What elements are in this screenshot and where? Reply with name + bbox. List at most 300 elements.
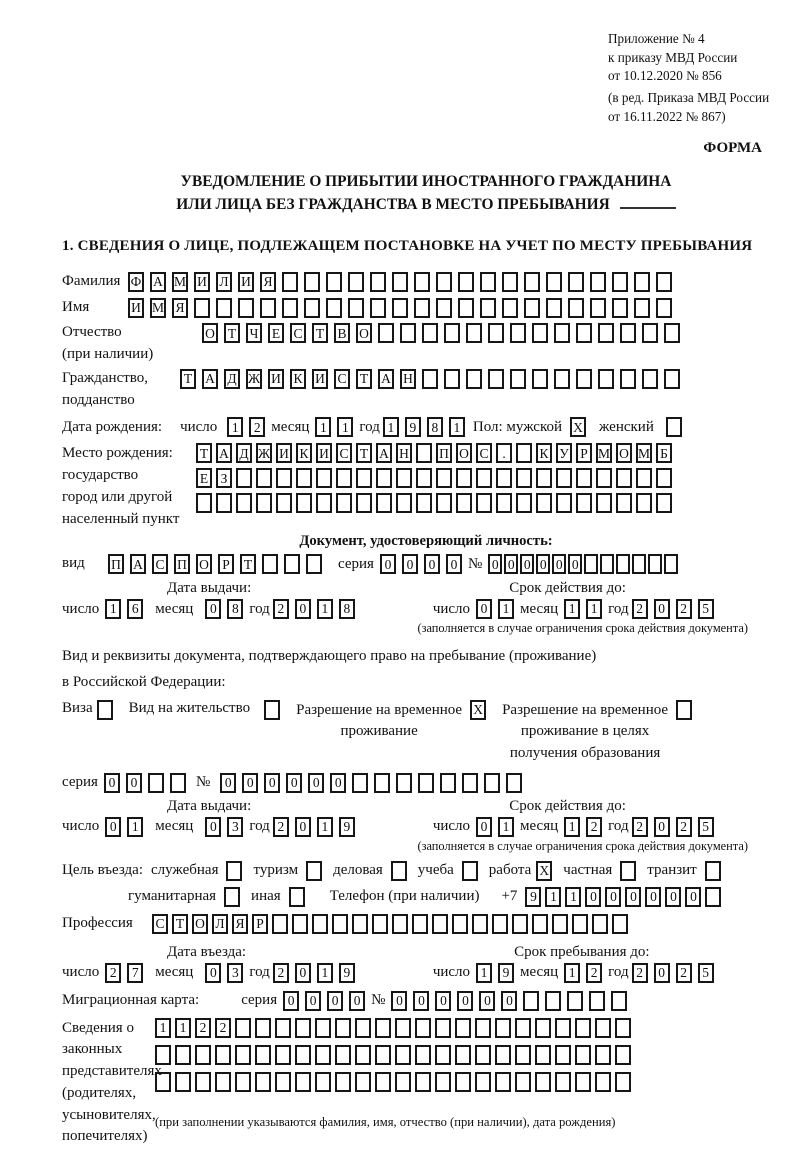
char-box[interactable] [275,1072,291,1092]
char-box[interactable]: А [378,369,394,389]
char-box[interactable]: Т [356,369,372,389]
char-box[interactable] [510,369,526,389]
char-box[interactable] [374,773,390,793]
char-box[interactable]: Е [196,468,212,488]
char-box[interactable] [235,1072,251,1092]
char-box[interactable] [595,1045,611,1065]
char-box[interactable] [370,272,386,292]
char-box[interactable] [488,323,504,343]
char-box[interactable]: 9 [525,887,541,907]
char-box[interactable] [664,554,678,574]
char-box[interactable]: 8 [427,417,443,437]
char-box[interactable] [292,914,308,934]
char-box[interactable] [555,1072,571,1092]
char-box[interactable] [296,493,312,513]
char-box[interactable] [396,493,412,513]
doc-series-input[interactable] [380,554,462,574]
char-box[interactable]: 0 [104,773,120,793]
char-box[interactable] [502,298,518,318]
char-box[interactable]: 0 [654,599,670,619]
char-box[interactable]: 5 [698,963,714,983]
char-box[interactable] [452,914,468,934]
char-box[interactable]: О [356,323,372,343]
char-box[interactable] [355,1045,371,1065]
char-box[interactable]: 0 [654,817,670,837]
char-box[interactable]: 0 [457,991,473,1011]
char-box[interactable]: Т [196,443,212,463]
purpose-transit-checkbox[interactable] [705,861,721,881]
purpose-other-checkbox[interactable] [289,887,305,907]
char-box[interactable] [616,554,630,574]
char-box[interactable] [414,272,430,292]
char-box[interactable] [155,1072,171,1092]
char-box[interactable]: 9 [405,417,421,437]
char-box[interactable]: К [536,443,552,463]
char-box[interactable] [316,493,332,513]
char-box[interactable]: 2 [273,817,289,837]
char-box[interactable]: 2 [586,817,602,837]
char-box[interactable]: 0 [349,991,365,1011]
char-box[interactable]: 0 [476,817,492,837]
char-box[interactable]: 9 [498,963,514,983]
sex-female-checkbox[interactable] [666,417,682,437]
char-box[interactable] [455,1018,471,1038]
char-box[interactable] [516,443,532,463]
char-box[interactable] [315,1045,331,1065]
purpose-private-checkbox[interactable] [620,861,636,881]
char-box[interactable] [495,1072,511,1092]
char-box[interactable] [515,1072,531,1092]
char-box[interactable]: 5 [698,817,714,837]
char-box[interactable]: 2 [632,599,648,619]
char-box[interactable] [516,493,532,513]
char-box[interactable]: Н [400,369,416,389]
char-box[interactable]: Л [216,272,232,292]
char-box[interactable] [642,369,658,389]
char-box[interactable]: Р [218,554,234,574]
char-box[interactable] [496,468,512,488]
char-box[interactable] [326,272,342,292]
char-box[interactable]: Т [180,369,196,389]
entry-month[interactable] [205,963,243,983]
char-box[interactable]: Т [172,914,188,934]
char-box[interactable]: Д [224,369,240,389]
char-box[interactable] [356,468,372,488]
char-box[interactable] [238,298,254,318]
char-box[interactable] [392,298,408,318]
char-box[interactable] [455,1045,471,1065]
representatives-input-row2[interactable] [155,1045,631,1065]
char-box[interactable] [315,1018,331,1038]
birth-day-input[interactable] [227,417,265,437]
char-box[interactable] [556,468,572,488]
char-box[interactable] [475,1045,491,1065]
char-box[interactable] [282,272,298,292]
char-box[interactable] [335,1018,351,1038]
char-box[interactable]: А [216,443,232,463]
char-box[interactable] [545,991,561,1011]
char-box[interactable]: 1 [127,817,143,837]
char-box[interactable] [576,323,592,343]
char-box[interactable]: 1 [227,417,243,437]
char-box[interactable]: 8 [227,599,243,619]
char-box[interactable] [596,493,612,513]
char-box[interactable]: М [150,298,166,318]
char-box[interactable] [484,773,500,793]
char-box[interactable] [335,1045,351,1065]
char-box[interactable]: 0 [264,773,280,793]
residence-permit-checkbox[interactable] [264,700,280,720]
char-box[interactable]: И [312,369,328,389]
char-box[interactable]: 2 [632,963,648,983]
char-box[interactable]: П [174,554,190,574]
char-box[interactable] [664,369,680,389]
char-box[interactable]: 7 [127,963,143,983]
char-box[interactable] [476,493,492,513]
char-box[interactable]: 1 [476,963,492,983]
char-box[interactable]: 2 [586,963,602,983]
char-box[interactable]: 1 [317,599,333,619]
char-box[interactable]: 0 [568,554,582,574]
char-box[interactable]: 8 [339,599,355,619]
purpose-business-checkbox[interactable] [391,861,407,881]
char-box[interactable] [414,298,430,318]
char-box[interactable] [532,914,548,934]
birthplace-input-row2[interactable] [196,468,672,488]
char-box[interactable] [634,298,650,318]
entry-day[interactable] [105,963,143,983]
char-box[interactable]: 0 [685,887,701,907]
char-box[interactable] [532,323,548,343]
char-box[interactable] [356,493,372,513]
char-box[interactable] [615,1018,631,1038]
char-box[interactable] [372,914,388,934]
char-box[interactable]: А [130,554,146,574]
char-box[interactable] [595,1018,611,1038]
char-box[interactable] [315,1072,331,1092]
char-box[interactable] [376,493,392,513]
char-box[interactable] [532,369,548,389]
char-box[interactable] [416,468,432,488]
doc-issue-day[interactable] [105,599,143,619]
char-box[interactable]: 0 [205,599,221,619]
char-box[interactable] [195,1045,211,1065]
residence-valid-year[interactable] [632,817,714,837]
birth-year-input[interactable] [383,417,465,437]
char-box[interactable] [215,1072,231,1092]
char-box[interactable] [418,773,434,793]
char-box[interactable] [284,554,300,574]
char-box[interactable] [575,1045,591,1065]
char-box[interactable] [492,914,508,934]
char-box[interactable] [295,1072,311,1092]
migration-number-input[interactable] [391,991,627,1011]
char-box[interactable]: М [636,443,652,463]
char-box[interactable]: 0 [504,554,518,574]
char-box[interactable] [589,991,605,1011]
citizenship-input[interactable] [180,369,680,389]
char-box[interactable]: 0 [327,991,343,1011]
char-box[interactable] [436,493,452,513]
char-box[interactable] [615,1045,631,1065]
char-box[interactable] [575,1072,591,1092]
char-box[interactable]: 0 [605,887,621,907]
residence-valid-month[interactable] [564,817,602,837]
char-box[interactable] [462,773,478,793]
char-box[interactable] [260,298,276,318]
char-box[interactable] [216,493,232,513]
doc-valid-month[interactable] [564,599,602,619]
char-box[interactable] [556,493,572,513]
char-box[interactable]: 1 [449,417,465,437]
char-box[interactable] [636,468,652,488]
char-box[interactable]: 1 [545,887,561,907]
char-box[interactable] [392,914,408,934]
char-box[interactable] [516,468,532,488]
char-box[interactable] [440,773,456,793]
char-box[interactable]: 0 [645,887,661,907]
char-box[interactable] [555,1018,571,1038]
char-box[interactable]: 0 [295,599,311,619]
char-box[interactable]: В [334,323,350,343]
char-box[interactable]: 2 [273,963,289,983]
phone-input[interactable] [525,887,721,907]
char-box[interactable]: 2 [676,599,692,619]
char-box[interactable] [466,323,482,343]
char-box[interactable]: 0 [446,554,462,574]
char-box[interactable] [196,493,212,513]
char-box[interactable]: 0 [380,554,396,574]
char-box[interactable] [262,554,278,574]
char-box[interactable] [536,493,552,513]
char-box[interactable]: Т [356,443,372,463]
char-box[interactable] [535,1072,551,1092]
char-box[interactable]: 0 [435,991,451,1011]
profession-input[interactable] [152,914,628,934]
char-box[interactable] [295,1018,311,1038]
char-box[interactable] [276,493,292,513]
char-box[interactable]: О [196,554,212,574]
char-box[interactable] [648,554,662,574]
char-box[interactable]: З [216,468,232,488]
char-box[interactable] [395,1072,411,1092]
char-box[interactable]: А [202,369,218,389]
char-box[interactable]: 0 [488,554,502,574]
char-box[interactable] [656,468,672,488]
char-box[interactable] [332,914,348,934]
char-box[interactable] [276,468,292,488]
char-box[interactable] [316,468,332,488]
char-box[interactable]: 9 [339,963,355,983]
char-box[interactable]: Я [232,914,248,934]
char-box[interactable]: И [238,272,254,292]
char-box[interactable] [456,493,472,513]
char-box[interactable] [576,369,592,389]
char-box[interactable]: 2 [676,817,692,837]
char-box[interactable] [475,1072,491,1092]
char-box[interactable] [515,1018,531,1038]
char-box[interactable] [304,298,320,318]
char-box[interactable] [458,272,474,292]
char-box[interactable] [612,298,628,318]
char-box[interactable] [306,554,322,574]
char-box[interactable] [336,468,352,488]
char-box[interactable]: И [276,443,292,463]
char-box[interactable]: 0 [308,773,324,793]
char-box[interactable] [175,1072,191,1092]
char-box[interactable] [256,468,272,488]
char-box[interactable]: 1 [175,1018,191,1038]
char-box[interactable]: С [336,443,352,463]
char-box[interactable] [552,914,568,934]
char-box[interactable]: Т [224,323,240,343]
char-box[interactable]: Я [260,272,276,292]
doc-valid-day[interactable] [476,599,514,619]
char-box[interactable] [236,468,252,488]
char-box[interactable] [436,298,452,318]
char-box[interactable]: 0 [205,817,221,837]
char-box[interactable] [568,272,584,292]
char-box[interactable]: 0 [286,773,302,793]
char-box[interactable]: К [296,443,312,463]
char-box[interactable]: С [152,554,168,574]
firstname-input[interactable] [128,298,672,318]
char-box[interactable] [326,298,342,318]
representatives-input-row1[interactable] [155,1018,631,1038]
char-box[interactable]: 0 [476,599,492,619]
char-box[interactable]: О [202,323,218,343]
char-box[interactable]: К [290,369,306,389]
char-box[interactable] [656,298,672,318]
char-box[interactable]: А [376,443,392,463]
char-box[interactable] [480,298,496,318]
char-box[interactable] [435,1072,451,1092]
char-box[interactable] [282,298,298,318]
char-box[interactable] [495,1045,511,1065]
birth-month-input[interactable] [315,417,353,437]
char-box[interactable]: 5 [698,599,714,619]
char-box[interactable]: 1 [155,1018,171,1038]
purpose-study-checkbox[interactable] [462,861,478,881]
birthplace-input-row3[interactable] [196,493,672,513]
char-box[interactable] [375,1072,391,1092]
representatives-input-row3[interactable] [155,1072,631,1092]
char-box[interactable]: Ф [128,272,144,292]
char-box[interactable] [576,493,592,513]
char-box[interactable]: С [290,323,306,343]
char-box[interactable]: 0 [552,554,566,574]
char-box[interactable] [475,1018,491,1038]
char-box[interactable] [255,1072,271,1092]
char-box[interactable]: 2 [215,1018,231,1038]
char-box[interactable]: С [152,914,168,934]
char-box[interactable] [595,1072,611,1092]
char-box[interactable] [535,1045,551,1065]
char-box[interactable] [235,1045,251,1065]
char-box[interactable] [170,773,186,793]
char-box[interactable] [600,554,614,574]
char-box[interactable] [620,323,636,343]
stay-year[interactable] [632,963,714,983]
char-box[interactable] [444,323,460,343]
char-box[interactable]: 0 [205,963,221,983]
char-box[interactable]: 0 [283,991,299,1011]
char-box[interactable] [546,298,562,318]
char-box[interactable] [435,1018,451,1038]
char-box[interactable] [615,1072,631,1092]
entry-year[interactable] [273,963,355,983]
char-box[interactable] [375,1018,391,1038]
char-box[interactable]: 0 [295,963,311,983]
char-box[interactable] [612,272,628,292]
char-box[interactable]: 0 [295,817,311,837]
char-box[interactable] [554,369,570,389]
char-box[interactable] [435,1045,451,1065]
char-box[interactable] [400,323,416,343]
char-box[interactable]: 6 [127,599,143,619]
char-box[interactable]: 2 [105,963,121,983]
char-box[interactable]: Р [576,443,592,463]
char-box[interactable] [590,298,606,318]
residence-number-input[interactable] [220,773,522,793]
char-box[interactable]: 0 [242,773,258,793]
char-box[interactable]: 9 [339,817,355,837]
char-box[interactable] [335,1072,351,1092]
char-box[interactable] [502,272,518,292]
visa-checkbox[interactable] [97,700,113,720]
char-box[interactable] [155,1045,171,1065]
birthplace-input-row1[interactable] [196,443,672,463]
char-box[interactable]: Д [236,443,252,463]
char-box[interactable] [416,443,432,463]
purpose-humanitarian-checkbox[interactable] [224,887,240,907]
char-box[interactable] [536,468,552,488]
char-box[interactable]: 1 [498,817,514,837]
char-box[interactable]: 1 [565,887,581,907]
char-box[interactable] [236,493,252,513]
char-box[interactable] [422,369,438,389]
char-box[interactable]: Н [396,443,412,463]
char-box[interactable] [195,1072,211,1092]
char-box[interactable] [480,272,496,292]
char-box[interactable] [576,468,592,488]
char-box[interactable] [415,1072,431,1092]
char-box[interactable] [355,1018,371,1038]
char-box[interactable] [535,1018,551,1038]
char-box[interactable] [275,1045,291,1065]
char-box[interactable]: Е [268,323,284,343]
char-box[interactable]: Ч [246,323,262,343]
char-box[interactable] [598,323,614,343]
char-box[interactable]: О [192,914,208,934]
residence-series-input[interactable] [104,773,186,793]
char-box[interactable] [515,1045,531,1065]
char-box[interactable] [567,991,583,1011]
char-box[interactable]: 2 [195,1018,211,1038]
char-box[interactable] [524,298,540,318]
char-box[interactable]: 1 [337,417,353,437]
char-box[interactable] [392,272,408,292]
char-box[interactable] [546,272,562,292]
char-box[interactable]: О [616,443,632,463]
char-box[interactable] [194,298,210,318]
char-box[interactable] [436,468,452,488]
purpose-official-checkbox[interactable] [226,861,242,881]
purpose-tourism-checkbox[interactable] [306,861,322,881]
temp-residence-edu-checkbox[interactable] [676,700,692,720]
char-box[interactable] [554,323,570,343]
residence-valid-day[interactable] [476,817,514,837]
